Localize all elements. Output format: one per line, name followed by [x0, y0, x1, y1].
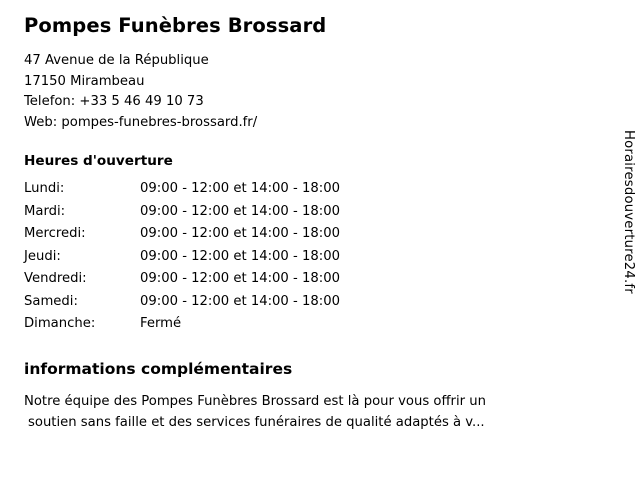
hours-time-value: 09:00 - 12:00 et 14:00 - 18:00 — [140, 181, 340, 197]
hours-day-label: Samedi: — [24, 293, 78, 309]
hours-day-label: Lundi: — [24, 181, 65, 197]
address-line-phone: Telefon: +33 5 46 49 10 73 — [24, 94, 204, 110]
table-row — [24, 203, 340, 226]
hours-day-label: Dimanche: — [24, 316, 96, 332]
hours-time-value: 09:00 - 12:00 et 14:00 - 18:00 — [140, 226, 340, 242]
additional-info-heading: informations complémentaires — [24, 359, 293, 378]
table-row — [24, 180, 340, 203]
hours-day-label: Vendredi: — [24, 271, 87, 287]
address-line-street: 47 Avenue de la République — [24, 53, 209, 69]
hours-time-value: 09:00 - 12:00 et 14:00 - 18:00 — [140, 203, 340, 219]
page-title: Pompes Funèbres Brossard — [24, 14, 327, 37]
hours-time-value: 09:00 - 12:00 et 14:00 - 18:00 — [140, 293, 340, 309]
table-row — [24, 225, 340, 248]
hours-day-label: Mardi: — [24, 203, 66, 219]
address-line-city: 17150 Mirambeau — [24, 73, 145, 89]
hours-time-value: Fermé — [140, 316, 182, 332]
additional-info-line-2: soutien sans faille et des services funéraires de qualité adaptés à v... — [28, 414, 485, 430]
table-row — [24, 293, 340, 316]
address-line-web: Web: pompes-funebres-brossard.fr/ — [24, 114, 258, 130]
table-row — [24, 315, 340, 338]
table-row — [24, 248, 340, 271]
address-block — [24, 51, 640, 133]
hours-time-value: 09:00 - 12:00 et 14:00 - 18:00 — [140, 248, 340, 264]
additional-info-line-1: Notre équipe des Pompes Funèbres Brossard est là pour vous offrir un — [24, 393, 486, 409]
table-row — [24, 270, 340, 293]
additional-info-text — [24, 391, 624, 433]
hours-day-label: Jeudi: — [24, 248, 61, 264]
watermark-brand: Horairesdouverture24.fr — [621, 130, 636, 294]
hours-day-label: Mercredi: — [24, 226, 86, 242]
opening-hours-table — [24, 180, 340, 338]
hours-time-value: 09:00 - 12:00 et 14:00 - 18:00 — [140, 271, 340, 287]
opening-hours-heading: Heures d'ouverture — [24, 153, 173, 170]
